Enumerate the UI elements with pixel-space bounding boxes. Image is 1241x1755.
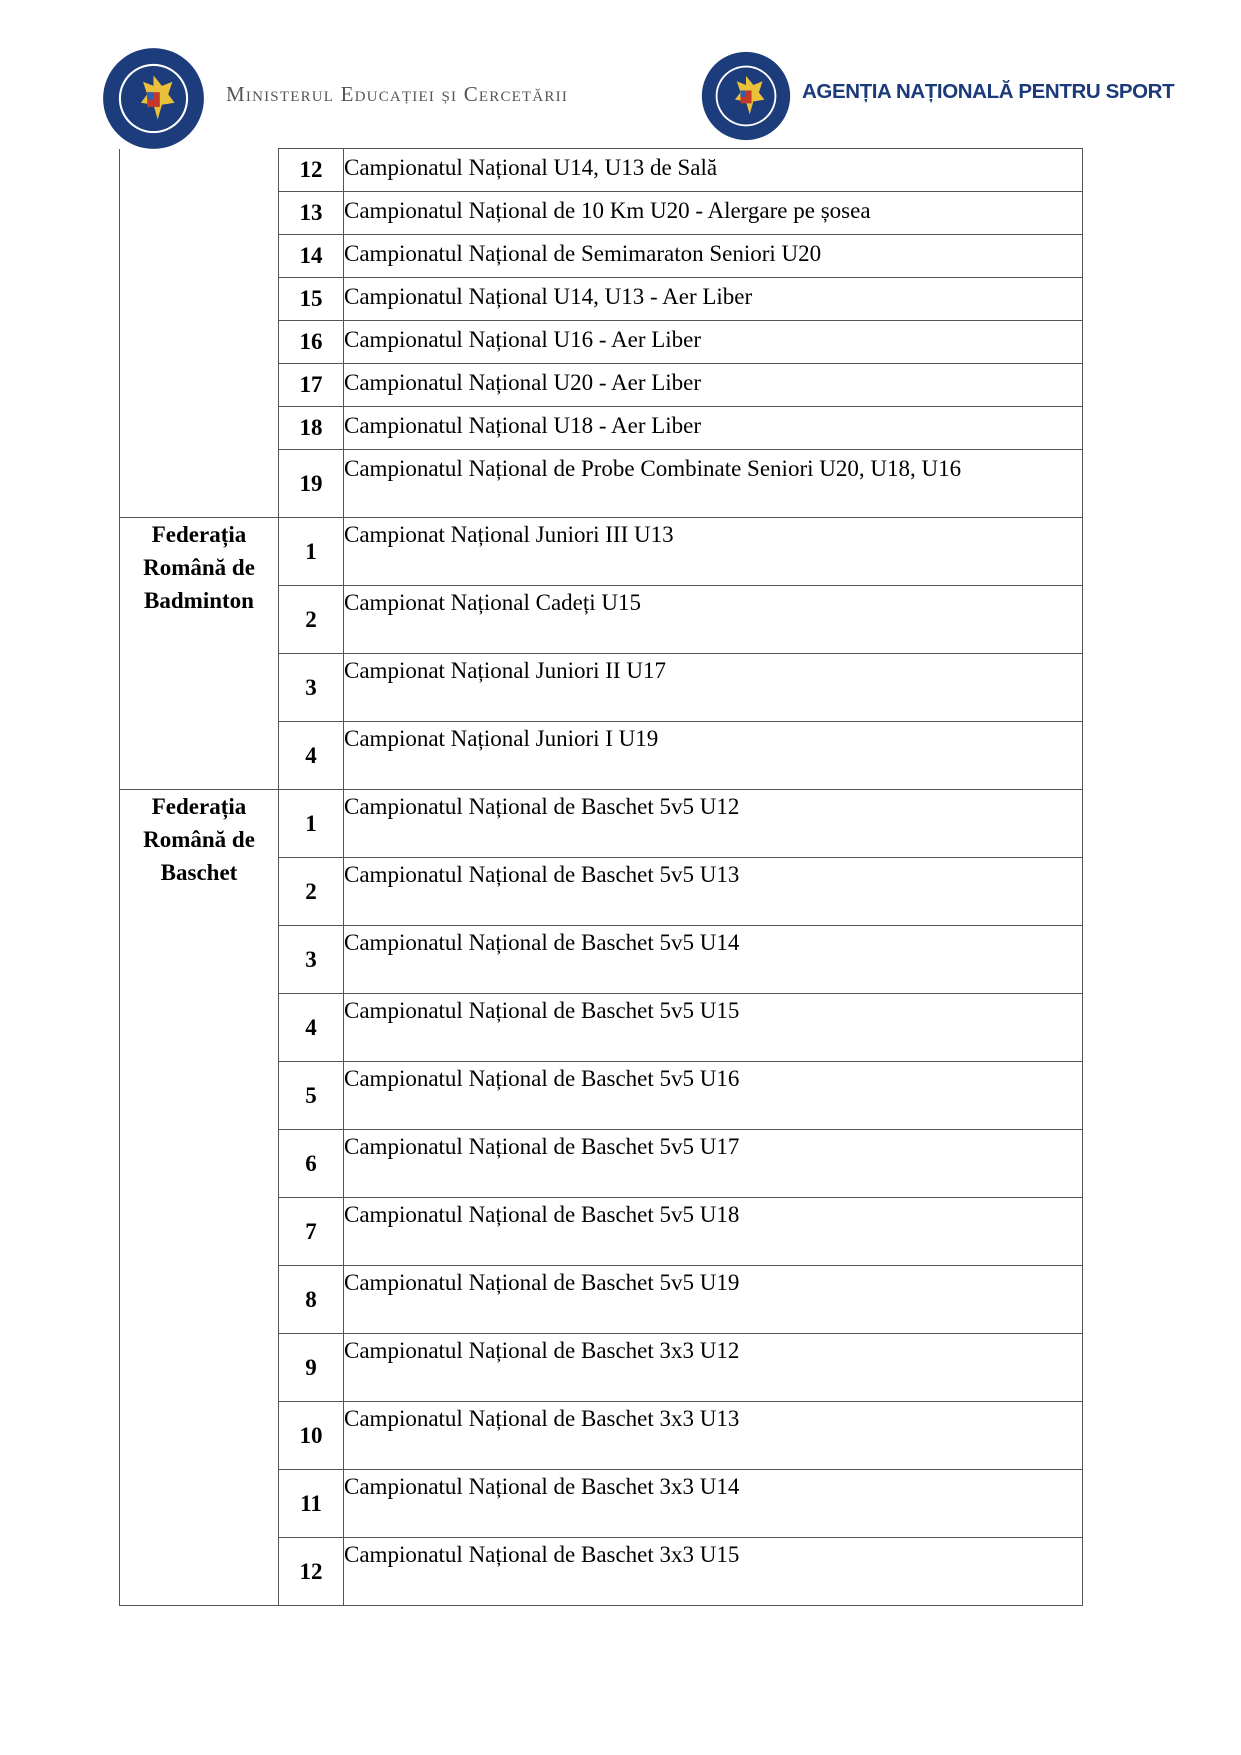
federation-name: Federația Română de Badminton [120,518,279,790]
row-number: 4 [279,994,344,1062]
row-number: 15 [279,278,344,321]
row-number: 10 [279,1402,344,1470]
row-number: 6 [279,1130,344,1198]
agency-name: AGENȚIA NAȚIONALĂ PENTRU SPORT [802,80,1175,103]
row-number: 12 [279,1538,344,1606]
championship-name: Campionatul Național de Baschet 3x3 U13 [344,1402,1083,1470]
championship-name: Campionatul Național de Baschet 3x3 U12 [344,1334,1083,1402]
championship-name: Campionatul Național de Baschet 5v5 U18 [344,1198,1083,1266]
ministry-name: Ministerul Educației și Cercetării [226,82,569,106]
championship-name: Campionatul Național U14, U13 - Aer Liber [344,278,1083,321]
championship-name: Campionat Național Cadeți U15 [344,586,1083,654]
championship-name: Campionatul Național de Baschet 3x3 U15 [344,1538,1083,1606]
championship-name: Campionatul Național de Probe Combinate Seniori U20, U18, U16 [344,450,1083,518]
row-number: 2 [279,586,344,654]
row-number: 2 [279,858,344,926]
row-number: 8 [279,1266,344,1334]
row-number: 7 [279,1198,344,1266]
row-number: 3 [279,654,344,722]
government-seal-icon [700,50,792,142]
championship-name: Campionatul Național de Baschet 5v5 U15 [344,994,1083,1062]
championship-name: Campionatul Național de Baschet 5v5 U17 [344,1130,1083,1198]
championships-table [119,148,1083,1606]
championship-name: Campionatul Național de Semimaraton Seniori U20 [344,235,1083,278]
championship-name: Campionatul Național U14, U13 de Sală [344,149,1083,192]
championship-name: Campionatul Național de Baschet 5v5 U16 [344,1062,1083,1130]
table-row [120,518,1083,586]
row-number: 11 [279,1470,344,1538]
federation-name: Federația Română de Baschet [120,790,279,1606]
government-seal-icon [101,46,206,151]
championship-name: Campionat Național Juniori III U13 [344,518,1083,586]
row-number: 14 [279,235,344,278]
row-number: 4 [279,722,344,790]
championship-name: Campionatul Național de Baschet 5v5 U13 [344,858,1083,926]
row-number: 1 [279,790,344,858]
championship-name: Campionatul Național U18 - Aer Liber [344,407,1083,450]
row-number: 17 [279,364,344,407]
row-number: 3 [279,926,344,994]
row-number: 18 [279,407,344,450]
row-number: 13 [279,192,344,235]
championship-name: Campionatul Național de Baschet 5v5 U19 [344,1266,1083,1334]
row-number: 12 [279,149,344,192]
championship-name: Campionat Național Juniori II U17 [344,654,1083,722]
championship-name: Campionatul Național de Baschet 5v5 U14 [344,926,1083,994]
championship-name: Campionatul Național U16 - Aer Liber [344,321,1083,364]
championship-name: Campionatul Național de 10 Km U20 - Alergare pe șosea [344,192,1083,235]
row-number: 5 [279,1062,344,1130]
championship-name: Campionat Național Juniori I U19 [344,722,1083,790]
row-number: 1 [279,518,344,586]
table-row [120,790,1083,858]
federation-cell [120,149,279,518]
row-number: 16 [279,321,344,364]
championship-name: Campionatul Național de Baschet 5v5 U12 [344,790,1083,858]
row-number: 9 [279,1334,344,1402]
championship-name: Campionatul Național de Baschet 3x3 U14 [344,1470,1083,1538]
page-header [0,0,1241,140]
table-row [120,149,1083,192]
championship-name: Campionatul Național U20 - Aer Liber [344,364,1083,407]
row-number: 19 [279,450,344,518]
